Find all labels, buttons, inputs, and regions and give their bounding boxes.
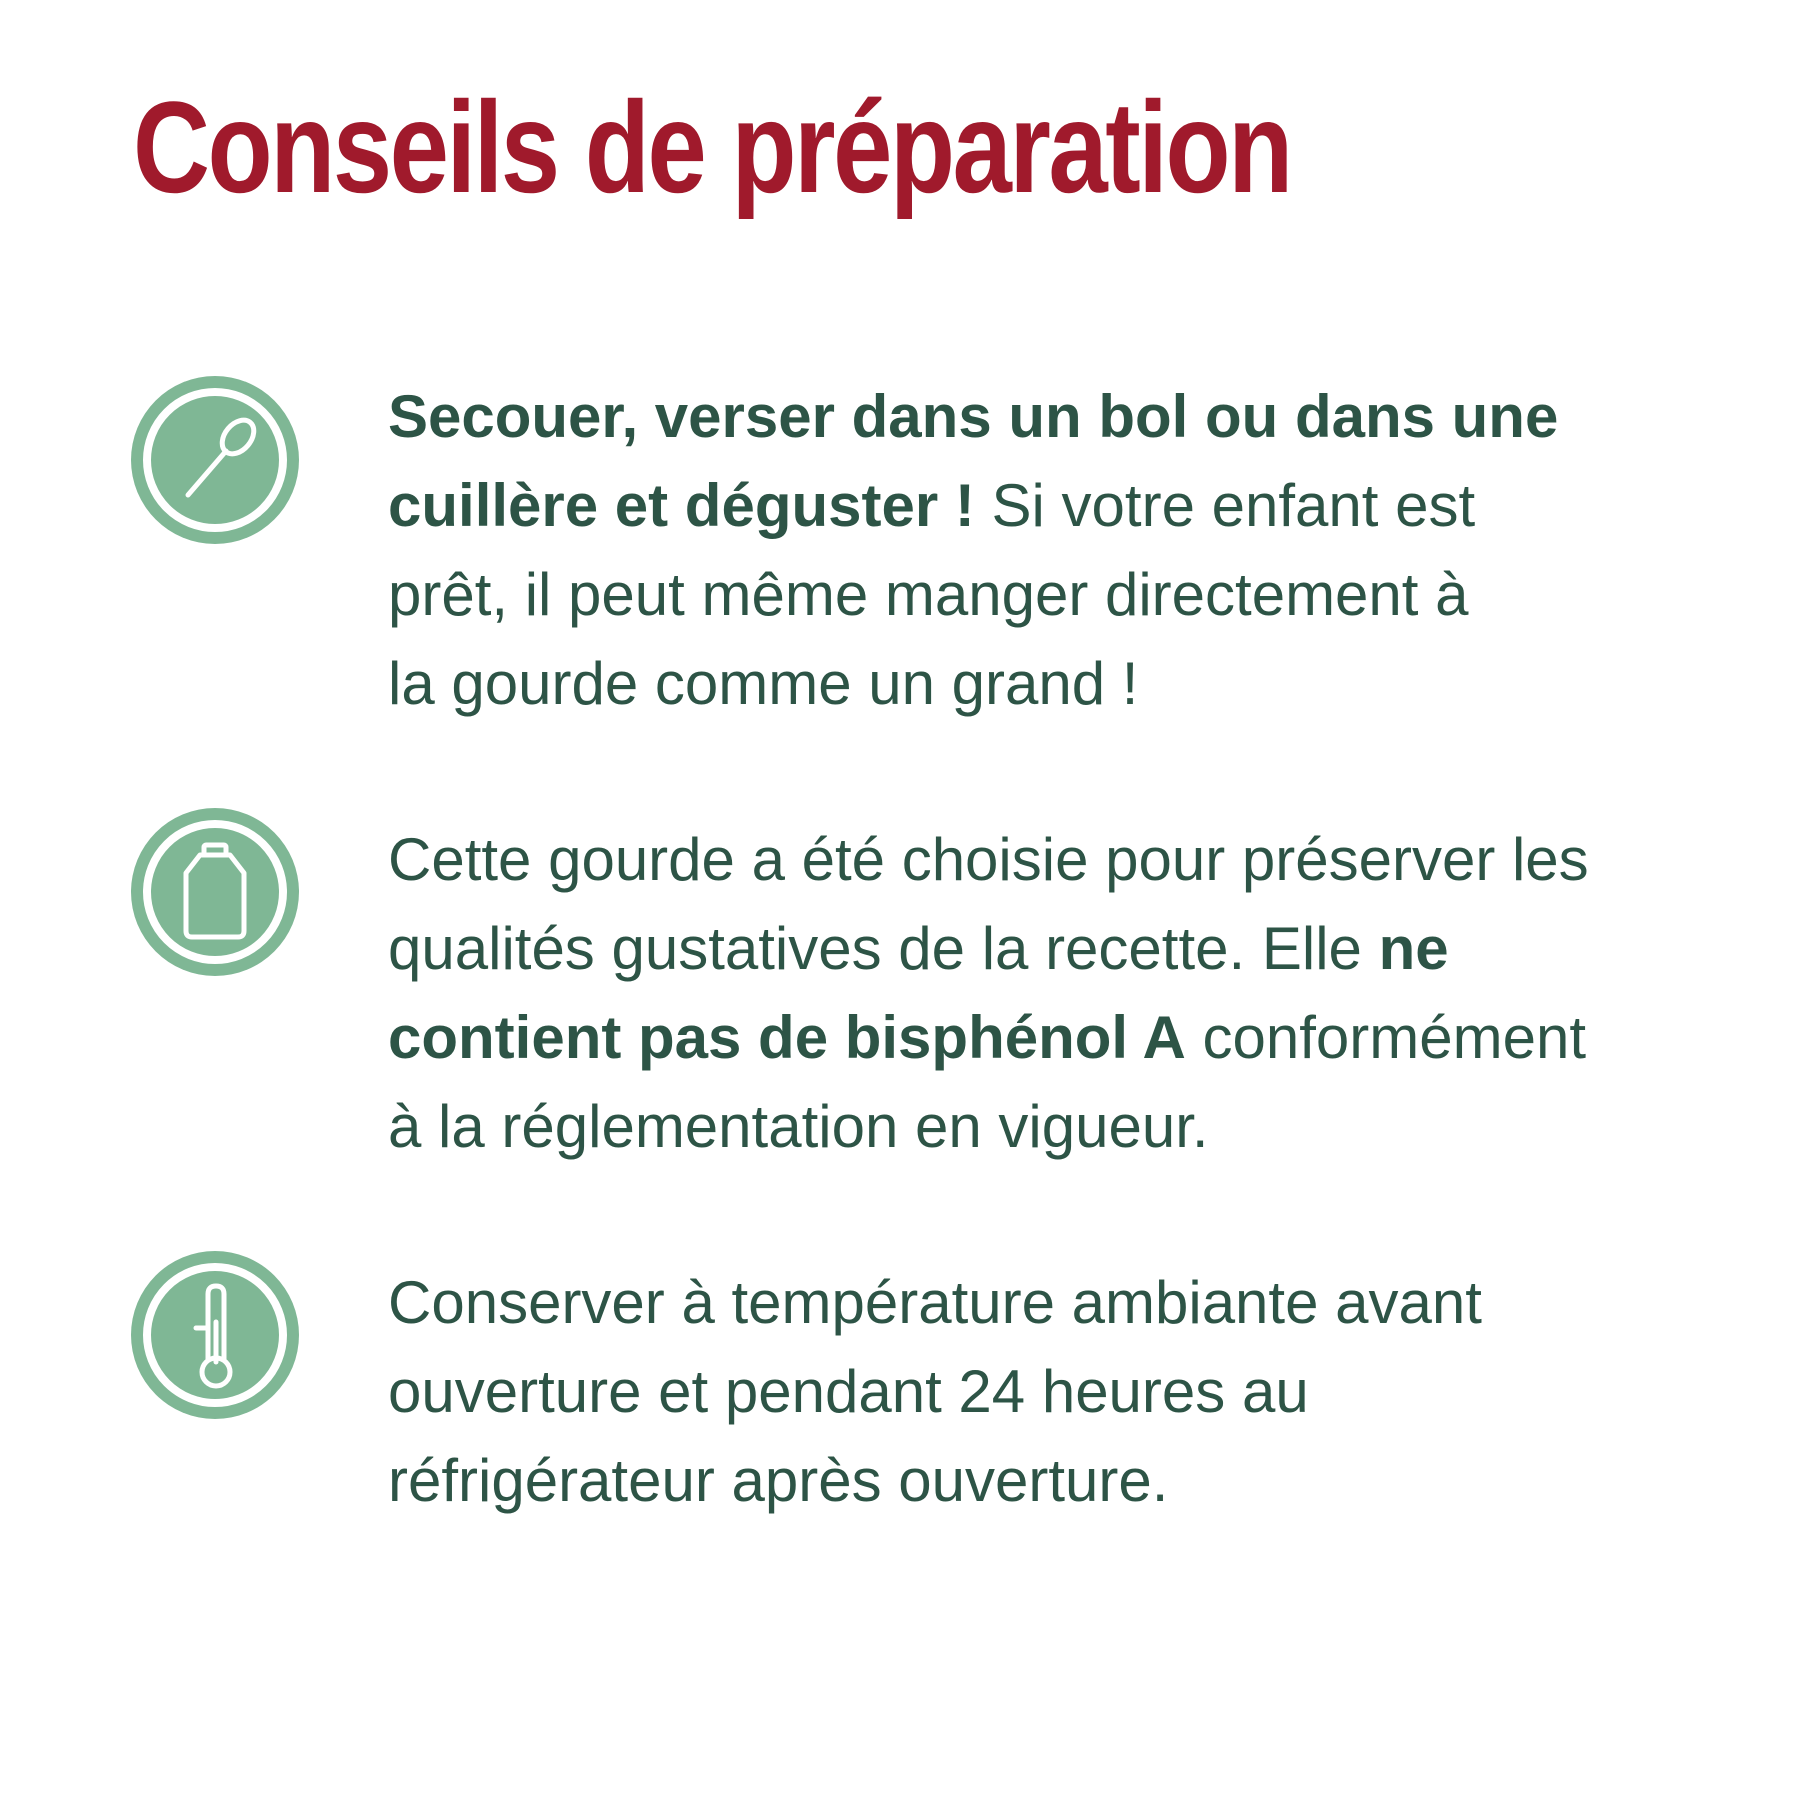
tip-text [388, 815, 1688, 1171]
tip-text-regular: qualités gustatives de la recette. Elle [388, 915, 1379, 982]
tip-text [388, 372, 1688, 728]
tip-text-regular: prêt, il peut même manger directement à [388, 561, 1469, 628]
tip-text-regular: réfrigérateur après ouverture. [388, 1447, 1169, 1514]
tip-text-regular: la gourde comme un grand ! [388, 650, 1139, 717]
tip-text-regular: Conserver à température ambiante avant [388, 1269, 1482, 1336]
tip-text-regular: Cette gourde a été choisie pour préserver les [388, 826, 1589, 893]
tip-text-bold: cuillère et déguster ! [388, 472, 975, 539]
thermometer-icon [130, 1250, 300, 1420]
page-title: Conseils de préparation [133, 74, 1291, 220]
tip-text-regular: ouverture et pendant 24 heures au [388, 1358, 1309, 1425]
tip-text-regular: Si votre enfant est [974, 472, 1476, 539]
tip-text-bold: ne [1378, 915, 1449, 982]
tip-text-regular: conformément [1185, 1004, 1587, 1071]
pouch-icon [130, 807, 300, 977]
tip-text-bold: contient pas de bisphénol A [388, 1004, 1186, 1071]
tip-text-regular: à la réglementation en vigueur. [388, 1093, 1209, 1160]
tip-text [388, 1258, 1688, 1525]
spoon-icon [130, 375, 300, 545]
tip-text-bold: Secouer, verser dans un bol ou dans une [388, 383, 1559, 450]
